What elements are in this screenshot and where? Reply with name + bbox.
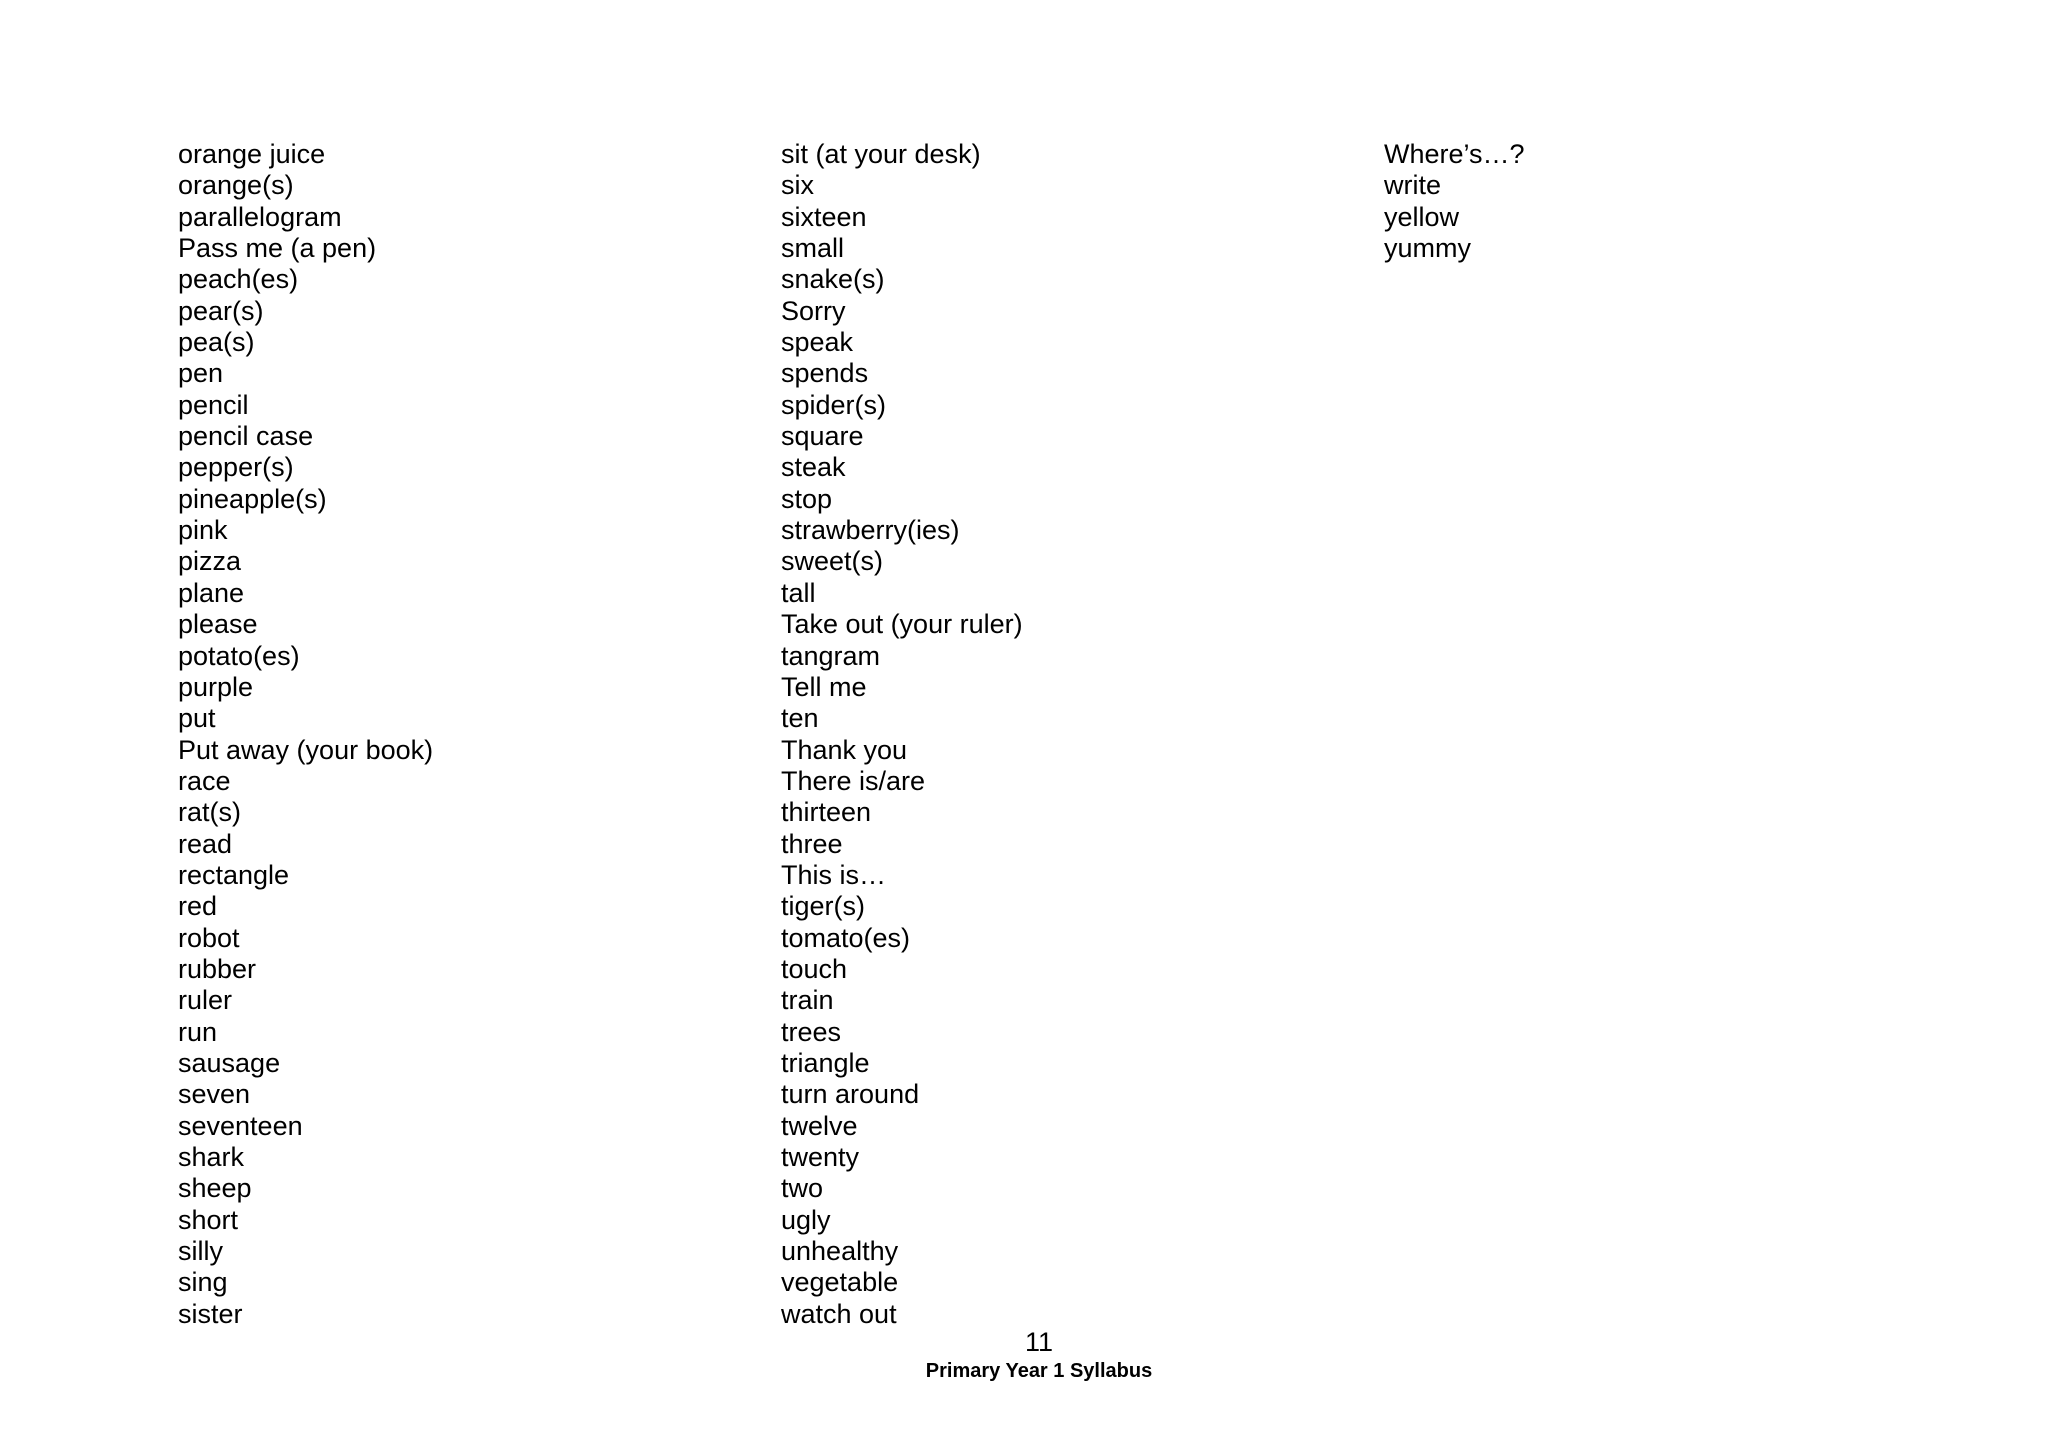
word-list-item: read bbox=[178, 828, 233, 859]
word-list-item: Where’s…? bbox=[1384, 139, 1525, 169]
word-list-item: seventeen bbox=[178, 1110, 303, 1141]
word-list-item: tangram bbox=[781, 640, 881, 671]
page-number: 11 bbox=[1024, 1327, 1054, 1357]
word-list-item: sit (at your desk) bbox=[781, 139, 981, 169]
word-list-item: Put away (your book) bbox=[178, 734, 434, 765]
word-list-item: shark bbox=[178, 1142, 245, 1172]
word-list-item: steak bbox=[781, 452, 846, 483]
word-list-item: ugly bbox=[781, 1204, 831, 1235]
word-list-item: yellow bbox=[1384, 201, 1460, 232]
word-list-item: sing bbox=[178, 1267, 228, 1298]
word-list-item: put bbox=[178, 703, 216, 734]
word-column-1 bbox=[178, 139, 433, 1330]
word-list-item: race bbox=[178, 765, 231, 796]
word-list-item: six bbox=[781, 170, 814, 201]
word-list-item: red bbox=[178, 891, 218, 922]
word-list-item: spider(s) bbox=[781, 389, 887, 420]
word-list-item: Thank you bbox=[781, 734, 908, 765]
word-list-item: turn around bbox=[781, 1079, 920, 1110]
word-list-item: unhealthy bbox=[781, 1236, 899, 1267]
word-list-item: sixteen bbox=[781, 201, 867, 232]
word-list-item: square bbox=[781, 421, 864, 452]
word-list-item: snake(s) bbox=[781, 264, 885, 295]
word-list-item: rectangle bbox=[178, 859, 290, 890]
word-list-item: twenty bbox=[781, 1142, 860, 1172]
word-list-item: peach(es) bbox=[178, 264, 299, 295]
word-list-item: touch bbox=[781, 953, 848, 984]
word-list-item: orange juice bbox=[178, 139, 326, 169]
word-list-item: sausage bbox=[178, 1047, 281, 1078]
word-column-2 bbox=[781, 139, 1023, 1330]
word-list-item: ruler bbox=[178, 985, 233, 1016]
word-list-item: tomato(es) bbox=[781, 922, 911, 953]
word-list-item: twelve bbox=[781, 1110, 858, 1141]
word-list-item: train bbox=[781, 985, 834, 1016]
word-list-item: sweet(s) bbox=[781, 546, 884, 577]
word-list-item: plane bbox=[178, 577, 245, 608]
word-list-item: sister bbox=[178, 1298, 243, 1329]
word-list-item: speak bbox=[781, 327, 854, 358]
word-list-item: yummy bbox=[1384, 233, 1471, 264]
word-list-item: potato(es) bbox=[178, 640, 300, 671]
word-list-item: run bbox=[178, 1016, 218, 1047]
word-column-3 bbox=[1384, 139, 1525, 264]
word-list-item: vegetable bbox=[781, 1267, 899, 1298]
word-list-item: pea(s) bbox=[178, 327, 255, 358]
word-list-item: small bbox=[781, 233, 845, 264]
word-list-item: triangle bbox=[781, 1047, 870, 1078]
word-list-item: ten bbox=[781, 703, 819, 734]
word-list-item: pear(s) bbox=[178, 295, 264, 326]
word-list-item: There is/are bbox=[781, 765, 926, 796]
word-list-item: two bbox=[781, 1173, 824, 1204]
word-list-item: short bbox=[178, 1204, 239, 1235]
word-list-item: pencil case bbox=[178, 421, 314, 452]
word-list-item: Pass me (a pen) bbox=[178, 233, 377, 264]
word-list-item: three bbox=[781, 828, 843, 859]
word-list-item: Tell me bbox=[781, 671, 867, 702]
word-list-item: pencil bbox=[178, 389, 249, 420]
word-list-item: Sorry bbox=[781, 295, 846, 326]
word-list-item: seven bbox=[178, 1079, 251, 1110]
word-list-item: watch out bbox=[781, 1298, 897, 1329]
word-list-item: robot bbox=[178, 922, 240, 953]
word-list-item: spends bbox=[781, 358, 869, 389]
word-list-item: Take out (your ruler) bbox=[781, 609, 1023, 640]
word-list-item: pink bbox=[178, 515, 228, 546]
word-list-item: silly bbox=[178, 1236, 223, 1267]
word-list-item: thirteen bbox=[781, 797, 872, 828]
word-list-item: strawberry(ies) bbox=[781, 515, 960, 546]
word-list-item: trees bbox=[781, 1016, 842, 1047]
word-list-item: stop bbox=[781, 483, 833, 514]
word-list-item: orange(s) bbox=[178, 170, 294, 201]
word-list-item: parallelogram bbox=[178, 201, 342, 232]
word-list-item: tiger(s) bbox=[781, 891, 866, 922]
word-list-item: rubber bbox=[178, 953, 257, 984]
word-list-item: rat(s) bbox=[178, 797, 241, 828]
footer-title: Primary Year 1 Syllabus bbox=[925, 1360, 1153, 1382]
word-list-item: tall bbox=[781, 577, 816, 608]
word-list-item: pizza bbox=[178, 546, 242, 577]
word-list-item: purple bbox=[178, 671, 254, 702]
word-list-item: sheep bbox=[178, 1173, 252, 1204]
word-list-item: pen bbox=[178, 358, 224, 389]
word-list-item: write bbox=[1384, 170, 1442, 201]
word-list-item: pineapple(s) bbox=[178, 483, 327, 514]
word-list-item: please bbox=[178, 609, 258, 640]
word-list-item: This is… bbox=[781, 859, 887, 890]
word-list-item: pepper(s) bbox=[178, 452, 294, 483]
